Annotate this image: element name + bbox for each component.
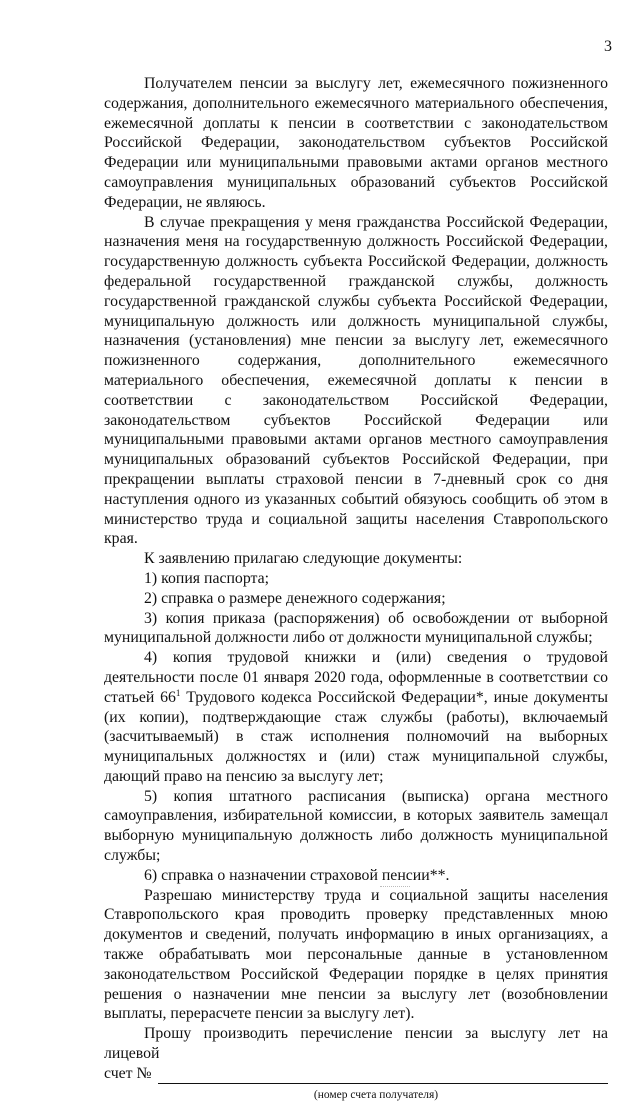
paragraph-obligation: В случае прекращения у меня гражданства Российской Федерации, назначения меня на государственную должность Российской Федерации, государственную должность субъекта Российской Федерации, должность федеральной государственной гражданской службы, должность государственной гражданской службы субъекта Российской Федерации, муниципальную должность или должность муниципальной службы, назначения (установления) мне пенсии за выслугу лет, ежемесячного пожизненного содержания, дополнительного ежемесячного материального обеспечения, ежемесячной доплаты к пенсии в соответствии с законодательством Российской Федерации, законодательством субъектов Российской Федерации или муниципальными правовыми актами органов местного самоуправления муниципальных образований субъектов Российской Федерации, при прекращении выплаты страховой пенсии в 7-дневный срок со дня наступления одного из указанных событий обязуюсь сообщить об этом в министерство труда и социальной защиты населения Ставропольского края. [104, 213, 608, 548]
paragraph-non-recipient: Получателем пенсии за выслугу лет, ежемесячного пожизненного содержания, дополнительного ежемесячного материального обеспечения, ежемесячной доплаты к пенсии в соответствии с законодательством Российской Федерации, законодательством субъектов Российской Федерации или муниципальными правовыми актами органов местного самоуправления муниципальных образований субъектов Российской Федерации, не являюсь. [104, 75, 608, 211]
attachment-item-work-record [104, 648, 608, 787]
account-number-field[interactable] [158, 1069, 608, 1084]
paragraph-consent: Разрешаю министерству труда и социальной защиты населения Ставропольского края проводить проверку представленных мною документов и сведений, получать информацию в иных организациях, а также обрабатывать мои персональные данные в установленном законодательством Российской Федерации порядке в целях принятия решения о назначении мне пенсии за выслугу лет (возобновлении выплаты, перерасчете пенсии за выслугу лет). [104, 886, 608, 1023]
account-number-row [104, 1064, 608, 1084]
document-body [104, 74, 608, 1102]
paragraph-attachments-intro: К заявлению прилагаю следующие документы: [144, 550, 463, 568]
work-record-text-end: Трудового кодекса Российской Федерации*, иные документы (их копии), подтверждающие стаж службы (работы), включаемый (засчитываемый) в стаж исполнения полномочий на выборных муниципальных должностях и (или) стаж муниципальной службы, дающий право на пенсию за выслугу лет; [104, 688, 608, 785]
article-superscript: 1 [175, 687, 181, 698]
scan-artifact [380, 885, 410, 887]
attachment-item-staff-schedule: 5) копия штатного расписания (выписка) органа местного самоуправления, избирательной комиссии, в которых заявитель замещал выборную муниципальную должность либо должность муниципальной службы; [104, 787, 608, 865]
page-number: 3 [604, 38, 612, 55]
account-number-caption: (номер счета получателя) [313, 1088, 439, 1101]
paragraph-transfer-request: Прошу производить перечисление пенсии за выслугу лет на лицевой [104, 1025, 608, 1063]
attachment-item-passport: 1) копия паспорта; [144, 569, 270, 587]
work-record-text-start: 4) копия трудовой книжки и (или) сведения о трудовой деятельности после 01 января 2020 года, оформленные в соответствии со статьей 66 [104, 649, 608, 706]
account-number-label: счет № [104, 1064, 152, 1082]
attachment-item-pension-certificate: 6) справка о назначении страховой пенсии**. [144, 866, 450, 884]
attachment-item-dismissal-order: 3) копия приказа (распоряжения) об освобождении от выборной муниципальной должности либо от должности муниципальной службы; [104, 609, 608, 647]
attachment-item-salary-certificate: 2) справка о размере денежного содержания; [144, 589, 446, 607]
